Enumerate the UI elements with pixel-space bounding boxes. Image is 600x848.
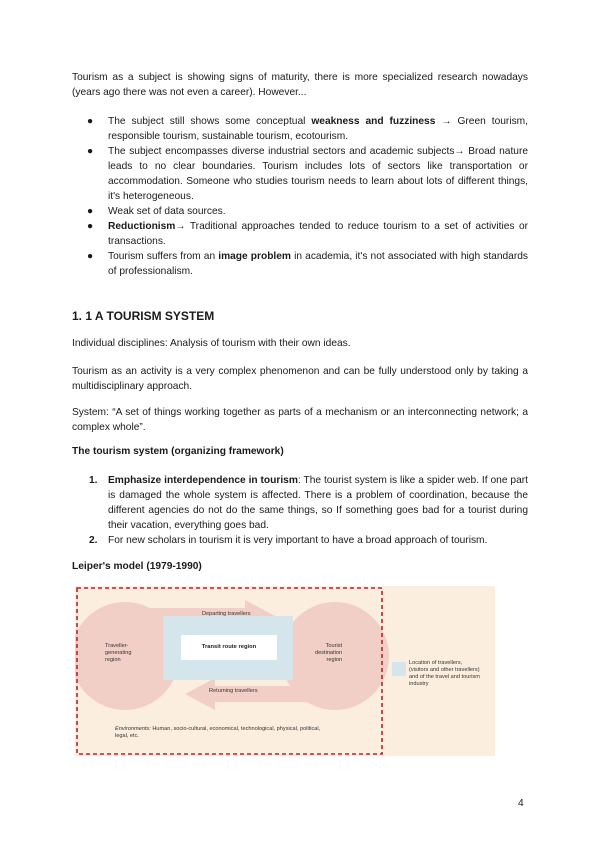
bullet-item (72, 219, 528, 249)
bullet-list (72, 114, 528, 279)
bullet-text-after: → Traditional approaches tended to reduce tourism to a set of activities or transactions. (108, 221, 528, 247)
bullet-text-before: Tourism suffers from an (108, 251, 219, 262)
legend-swatch (392, 662, 406, 676)
subheading-tourism-system: The tourism system (organizing framework) (72, 446, 284, 457)
bullet-dot-icon: ● (87, 251, 94, 262)
bullet-item (72, 204, 528, 219)
bullet-text-after: → Green tourism, responsible tourism, sustainable tourism, ecotourism. (108, 116, 528, 142)
bullet-text-bold: weakness and fuzziness (311, 116, 436, 127)
item-text: : The tourist system is like a spider web. If one part is damaged the whole system is affected. There is a problem of coordination, because the different agencies do not do the same things, so If something goes bad for a tourist during their vacation, everything goes bad. (108, 475, 528, 531)
bullet-text-before: The subject still shows some conceptual (108, 116, 312, 127)
bullet-text-before: The subject encompasses diverse industrial sectors and academic subjects→ Broad nature leads to no clear boundaries. Tourism includes lots of sectors like transportation or accommodation. Someone who studies tourism needs to learn about lots of different things, it's heterogeneous. (108, 146, 528, 202)
bullet-item (72, 249, 528, 279)
paragraph-complex: Tourism as an activity is a very complex phenomenon and can be fully understood only by taking a multidisciplinary approach. (72, 366, 528, 392)
item-number: 1. (89, 475, 98, 486)
bullet-dot-icon: ● (87, 116, 94, 127)
returning-label: Returning travellers (209, 688, 258, 694)
bullet-text-bold: image problem (218, 251, 291, 262)
legend-label: Location of travellers, (visitors and other travellers) and of the travel and tourism industry (409, 660, 480, 687)
paragraph-disciplines: Individual disciplines: Analysis of tourism with their own ideas. (72, 338, 351, 349)
environments-note (115, 726, 335, 740)
numbered-item (72, 473, 528, 533)
bullet-dot-icon: ● (87, 146, 94, 157)
destination-region-label: Tourist destination region (315, 643, 343, 663)
numbered-item (72, 533, 528, 548)
bullet-text-after: in academia, it's not associated with high standards of professionalism. (108, 251, 528, 277)
figure-title: Leiper's model (1979-1990) (72, 561, 202, 572)
bullet-text-bold: Reductionism (108, 221, 176, 232)
departing-label: Departing travellers (202, 611, 251, 617)
item-number: 2. (89, 535, 98, 546)
intro-paragraph: Tourism as a subject is showing signs of maturity, there is more specialized research nowadays (years ago there was not even a career). However... (72, 72, 528, 98)
generating-region-label: Traveller- generating region (105, 643, 132, 663)
environments-text: Human, socio-cultural, economical, technological, physical, political, legal, etc. (115, 726, 321, 739)
leiper-model-diagram (75, 586, 495, 756)
numbered-list (72, 473, 528, 548)
bullet-dot-icon: ● (87, 221, 94, 232)
item-text: For new scholars in tourism it is very important to have a broad approach of tourism. (108, 535, 488, 546)
paragraph-system: System: “A set of things working together as parts of a mechanism or an interconnecting network; a complex whole”. (72, 407, 528, 433)
section-heading: 1. 1 A TOURISM SYSTEM (72, 309, 215, 323)
bullet-dot-icon: ● (87, 206, 94, 217)
bullet-text-before: Weak set of data sources. (108, 206, 226, 217)
bullet-item (72, 144, 528, 204)
transit-route-label: Transit route region (181, 635, 277, 660)
page-number: 4 (518, 798, 524, 809)
environments-italic: Environments: (115, 726, 151, 732)
bullet-item (72, 114, 528, 144)
item-bold-text: Emphasize interdependence in tourism (108, 475, 298, 486)
